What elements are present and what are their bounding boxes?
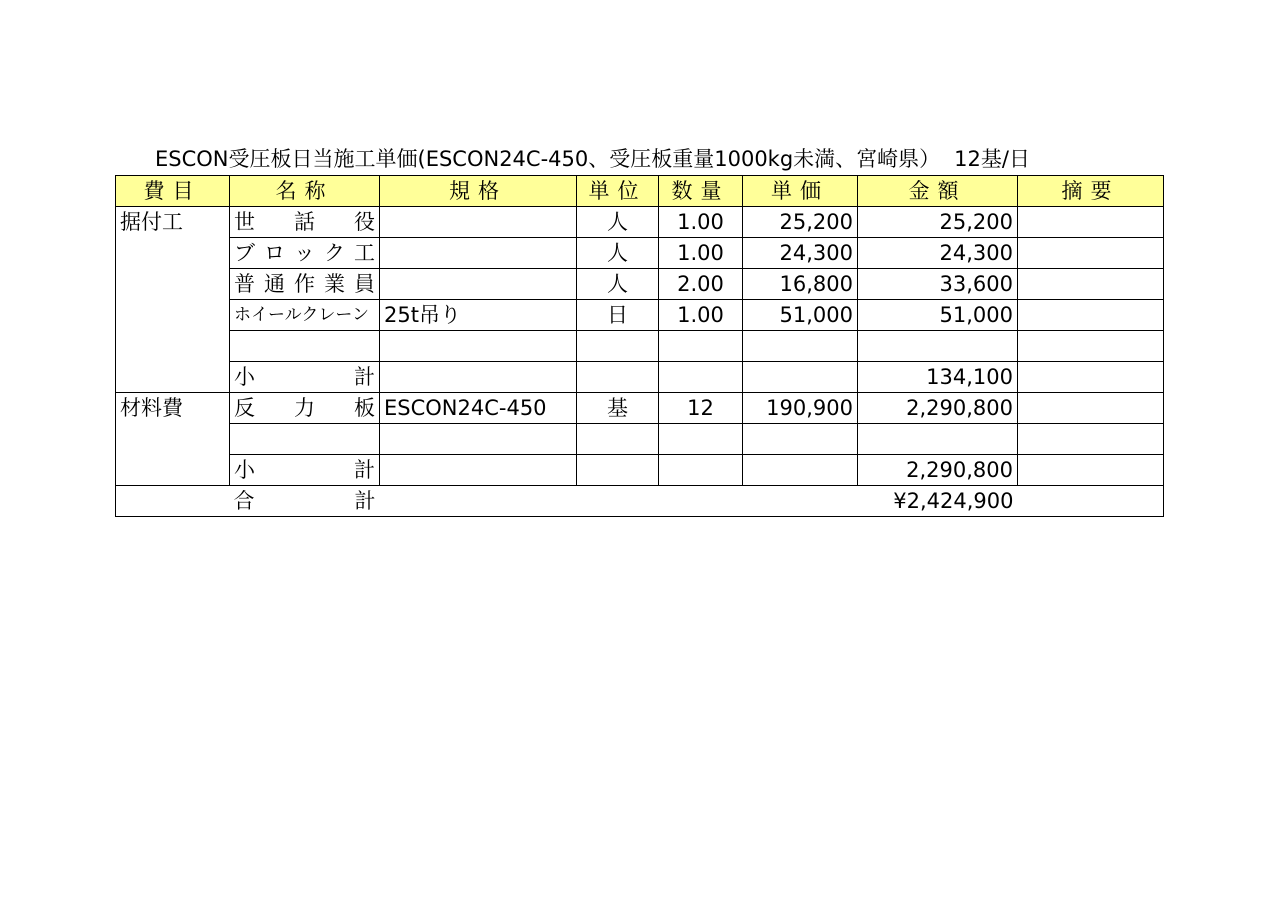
empty-cell [743, 455, 858, 486]
item-note [1018, 269, 1164, 300]
item-spec: 25t吊り [380, 300, 577, 331]
item-spec: ESCON24C-450 [380, 393, 577, 424]
table-row-empty [116, 331, 1164, 362]
item-unit: 人 [577, 238, 659, 269]
header-spec: 規格 [380, 176, 577, 207]
empty-cell [1018, 362, 1164, 393]
empty-cell [659, 362, 743, 393]
item-unit-price: 25,200 [743, 207, 858, 238]
item-name: 世 話 役 [230, 207, 380, 238]
table-row [116, 300, 1164, 331]
category-installation: 据付工 [116, 207, 230, 393]
empty-cell [230, 424, 380, 455]
item-amount: 24,300 [858, 238, 1018, 269]
grand-total-label: 合 計 [230, 486, 380, 517]
empty-cell [1018, 455, 1164, 486]
header-unit: 単位 [577, 176, 659, 207]
item-qty: 2.00 [659, 269, 743, 300]
table-row [116, 238, 1164, 269]
item-amount: 51,000 [858, 300, 1018, 331]
item-note [1018, 393, 1164, 424]
empty-cell [659, 424, 743, 455]
empty-cell [577, 362, 659, 393]
cost-table [115, 175, 1164, 517]
item-unit-price: 24,300 [743, 238, 858, 269]
subtotal-row [116, 362, 1164, 393]
item-spec [380, 207, 577, 238]
table-row [116, 393, 1164, 424]
empty-cell [380, 455, 577, 486]
table-row [116, 207, 1164, 238]
empty-cell [380, 424, 577, 455]
item-unit-price: 16,800 [743, 269, 858, 300]
item-qty: 1.00 [659, 207, 743, 238]
header-amount: 金額 [858, 176, 1018, 207]
empty-cell [659, 486, 743, 517]
empty-cell [1018, 424, 1164, 455]
item-unit: 人 [577, 269, 659, 300]
empty-cell [577, 455, 659, 486]
empty-cell [858, 331, 1018, 362]
item-qty: 1.00 [659, 238, 743, 269]
item-note [1018, 207, 1164, 238]
subtotal-amount: 2,290,800 [858, 455, 1018, 486]
item-name: ブ ロ ッ ク 工 [230, 238, 380, 269]
empty-cell [577, 486, 659, 517]
table-row-empty [116, 424, 1164, 455]
empty-cell [380, 362, 577, 393]
item-name: ホイールクレーン [230, 300, 380, 331]
item-qty: 1.00 [659, 300, 743, 331]
empty-cell [116, 486, 230, 517]
title-rate: 12基/日 [954, 147, 1030, 171]
empty-cell [743, 362, 858, 393]
item-spec [380, 238, 577, 269]
item-qty: 12 [659, 393, 743, 424]
item-name: 普 通 作 業 員 [230, 269, 380, 300]
sheet-title [155, 144, 1155, 174]
subtotal-row [116, 455, 1164, 486]
empty-cell [577, 331, 659, 362]
empty-cell [659, 455, 743, 486]
header-cost-item: 費目 [116, 176, 230, 207]
header-qty: 数量 [659, 176, 743, 207]
item-unit: 基 [577, 393, 659, 424]
empty-cell [858, 424, 1018, 455]
empty-cell [380, 331, 577, 362]
category-materials: 材料費 [116, 393, 230, 486]
empty-cell [743, 424, 858, 455]
item-name: 反 力 板 [230, 393, 380, 424]
header-name: 名称 [230, 176, 380, 207]
item-unit: 日 [577, 300, 659, 331]
empty-cell [380, 486, 577, 517]
item-spec [380, 269, 577, 300]
grand-total-row [116, 486, 1164, 517]
item-amount: 25,200 [858, 207, 1018, 238]
empty-cell [577, 424, 659, 455]
item-unit-price: 51,000 [743, 300, 858, 331]
empty-cell [743, 486, 858, 517]
empty-cell [1018, 331, 1164, 362]
header-unit-price: 単価 [743, 176, 858, 207]
grand-total-amount: ¥2,424,900 [858, 486, 1018, 517]
header-row [116, 176, 1164, 207]
empty-cell [659, 331, 743, 362]
subtotal-label: 小 計 [230, 362, 380, 393]
item-amount: 33,600 [858, 269, 1018, 300]
item-amount: 2,290,800 [858, 393, 1018, 424]
header-note: 摘要 [1018, 176, 1164, 207]
item-unit-price: 190,900 [743, 393, 858, 424]
table-row [116, 269, 1164, 300]
item-unit: 人 [577, 207, 659, 238]
empty-cell [1018, 486, 1164, 517]
title-main: ESCON受圧板日当施工単価(ESCON24C-450、受圧板重量1000kg未満、宮崎県） [155, 147, 941, 171]
empty-cell [743, 331, 858, 362]
item-note [1018, 238, 1164, 269]
subtotal-label: 小 計 [230, 455, 380, 486]
empty-cell [230, 331, 380, 362]
subtotal-amount: 134,100 [858, 362, 1018, 393]
item-note [1018, 300, 1164, 331]
